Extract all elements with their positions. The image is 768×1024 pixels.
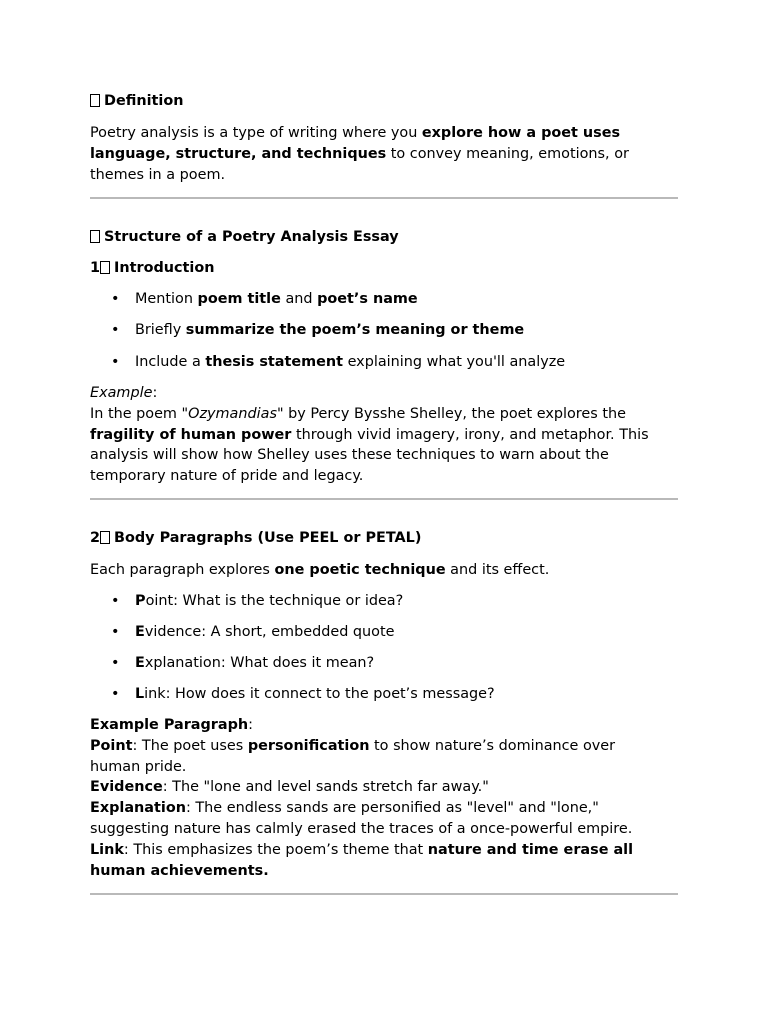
bullet-icon: •	[111, 624, 120, 640]
body-example-paragraph: Example Paragraph: Point: The poet uses personification to show nature’s dominance over human pride. Evidence: The "lone and level sands stretch far away." Explanation: The endless sands are personified as "level" and "lone," suggesting nature has calmly erased the traces of a once-powerful empire. Link: This emphasizes the poem’s theme that nature and time erase all human achievements.	[90, 717, 634, 879]
section-divider	[90, 197, 678, 199]
list-item: • Point: What is the technique or idea?	[90, 591, 403, 612]
keycap-emoji-icon	[100, 261, 110, 274]
definition-emphasis: explore how a poet uses	[421, 125, 621, 141]
list-item: • Evidence: A short, embedded quote	[90, 622, 394, 643]
poem-title: Ozymandias	[188, 405, 277, 422]
definition-text: to convey meaning, emotions, or	[386, 145, 629, 162]
definition-text: Poetry analysis is a type of writing where you	[90, 125, 422, 141]
body-number: 2	[90, 530, 101, 546]
list-item: • Link: How does it connect to the poet’s message?	[90, 684, 495, 705]
link-label: Link	[90, 841, 124, 858]
list-item: • Include a thesis statement explaining what you'll analyze	[90, 352, 565, 373]
section-divider	[90, 498, 678, 500]
introduction-example: Example: In the poem "Ozymandias" by Percy Bysshe Shelley, the poet explores the fragility of human power through vivid imagery, irony, and metaphor. This analysis will show how Shelley uses these techniques to warn about the temporary nature of pride and legacy.	[90, 385, 649, 485]
evidence-label: Evidence	[90, 779, 163, 796]
structure-emoji-icon	[90, 230, 100, 243]
introduction-heading: 1 Introduction	[90, 260, 215, 276]
bullet-icon: •	[111, 322, 120, 338]
definition-heading: Definition	[90, 91, 184, 112]
list-item: • Explanation: What does it mean?	[90, 653, 374, 674]
bullet-icon: •	[111, 593, 120, 609]
bullet-icon: •	[111, 354, 120, 370]
list-item: • Briefly summarize the poem’s meaning or theme	[90, 320, 524, 341]
bullet-icon: •	[111, 291, 120, 307]
explanation-label: Explanation	[90, 800, 186, 817]
example-label: Example	[90, 385, 153, 401]
definition-emphasis: language, structure, and techniques	[90, 145, 387, 162]
point-label: Point	[90, 737, 133, 754]
list-item: • Mention poem title and poet’s name	[90, 289, 418, 310]
section-divider	[90, 893, 678, 895]
book-emoji-icon	[90, 94, 100, 107]
bullet-icon: •	[111, 686, 120, 702]
body-paragraphs-heading: 2 Body Paragraphs (Use PEEL or PETAL)	[90, 530, 422, 546]
example-paragraph-label: Example Paragraph	[90, 717, 249, 733]
definition-text: themes in a poem.	[90, 166, 226, 183]
bullet-icon: •	[111, 655, 120, 671]
keycap-emoji-icon	[100, 531, 110, 544]
introduction-number: 1	[90, 260, 101, 276]
definition-paragraph	[90, 123, 678, 185]
body-intro-paragraph: Each paragraph explores one poetic technique and its effect.	[90, 562, 550, 578]
structure-heading: Structure of a Poetry Analysis Essay	[90, 227, 399, 248]
